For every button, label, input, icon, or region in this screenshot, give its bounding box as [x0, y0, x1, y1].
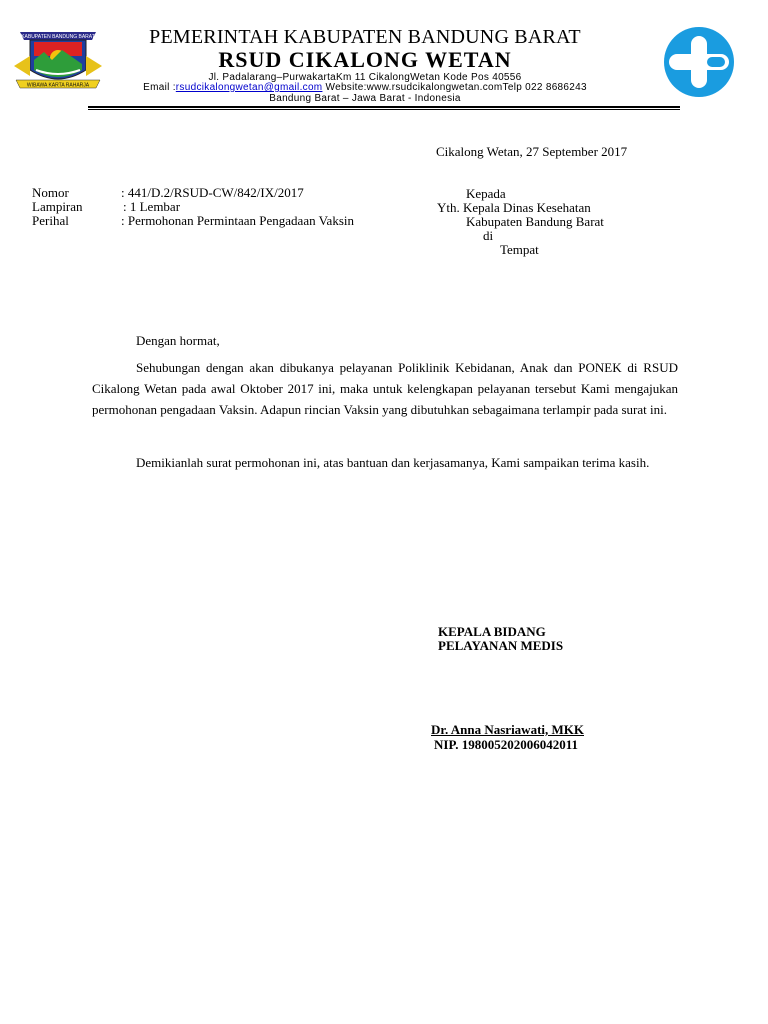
meta-label-nomor: Nomor — [32, 185, 69, 200]
salutation: Dengan hormat, — [136, 333, 220, 348]
meta-label-perihal: Perihal — [32, 213, 69, 228]
signature-name: Dr. Anna Nasriawati, MKK — [431, 722, 584, 737]
medical-cross-icon — [655, 26, 743, 98]
email-link[interactable]: rsudcikalongwetan@gmail.com — [175, 82, 323, 93]
header-rule-thick — [88, 106, 680, 108]
recipient-tempat: Tempat — [500, 242, 539, 257]
crest-bottom-text: WIBAWA KARTA RAHARJA — [26, 82, 90, 89]
signature-nip: NIP. 198005202006042011 — [434, 737, 578, 752]
header-address: Jl. Padalarang–PurwakartaKm 11 CikalongWetan Kode Pos 40556 — [208, 72, 522, 83]
body-paragraph-2: Demikianlah surat permohonan ini, atas bantuan dan kerjasamanya, Kami sampaikan terima kasih. — [136, 455, 650, 470]
header-region: Bandung Barat – Jawa Barat - Indonesia — [269, 93, 461, 104]
recipient-org: Kabupaten Bandung Barat — [466, 214, 604, 229]
signature-title-1: KEPALA BIDANG — [438, 624, 546, 639]
meta-value-perihal: : Permohonan Permintaan Pengadaan Vaksin — [121, 213, 354, 228]
signature-title-2: PELAYANAN MEDIS — [438, 638, 564, 653]
header-rule-thin — [88, 109, 680, 110]
website-phone: Website:www.rsudcikalongwetan.comTelp 022 8686243 — [322, 82, 587, 93]
body-paragraph-1: Sehubungan dengan akan dibukanya pelayanan Poliklinik Kebidanan, Anak dan PONEK di RSUD Cikalong Wetan pada awal Oktober 2017 ini, maka untuk kelengkapan pelayanan tersebut Kami mengajukan permohonan pengadaan Vaksin. Adapun rincian Vaksin yang dibutuhkan sebagaimana terlampir pada surat ini. — [92, 360, 678, 417]
recipient-di: di — [483, 228, 494, 243]
meta-label-lampiran: Lampiran — [32, 199, 83, 214]
crest-top-text: KABUPATEN BANDUNG BARAT — [21, 34, 95, 40]
recipient-kepada: Kepada — [466, 186, 506, 201]
meta-value-nomor: : 441/D.2/RSUD-CW/842/IX/2017 — [121, 185, 304, 200]
letter-date: Cikalong Wetan, 27 September 2017 — [436, 144, 628, 159]
header-contact — [0, 82, 730, 93]
meta-value-lampiran: : 1 Lembar — [123, 199, 181, 214]
recipient-yth: Yth. Kepala Dinas Kesehatan — [437, 200, 591, 215]
header-government: PEMERINTAH KABUPATEN BANDUNG BARAT — [149, 26, 581, 48]
email-label: Email : — [143, 82, 176, 93]
header-institution: RSUD CIKALONG WETAN — [218, 47, 512, 72]
